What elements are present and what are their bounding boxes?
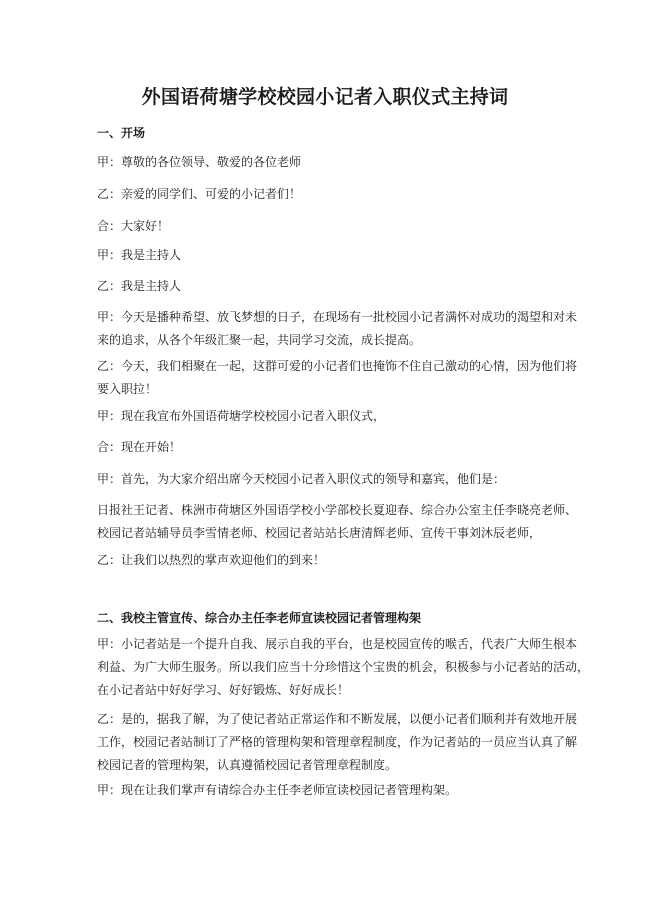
paragraph-line: 甲：今天是播种希望、放飞梦想的日子，在现场有一批校园小记者满怀对成功的渴望和对未 — [97, 310, 578, 324]
paragraph — [97, 244, 559, 267]
paragraph-line: 乙：是的，据我了解，为了使记者站正常运作和不断发展，以便小记者们顺利并有效地开展 — [97, 712, 578, 726]
paragraph — [97, 708, 578, 777]
paragraph-line: 甲：首先，为大家介绍出席今天校园小记者入职仪式的领导和嘉宾，他们是： — [97, 472, 506, 486]
paragraph-line: 甲：我是主持人 — [97, 248, 182, 262]
paragraph — [97, 499, 578, 545]
paragraph — [97, 436, 559, 459]
paragraph — [97, 549, 559, 572]
paragraph-line: 乙：让我们以热烈的掌声欢迎他们的到来！ — [97, 553, 326, 567]
paragraph-line: 甲：尊敬的各位领导、敬爱的各位老师 — [97, 155, 302, 169]
paragraph — [97, 468, 559, 491]
paragraph-line: 工作，校园记者站制订了严格的管理构架和管理章程制度，作为记者站的一员应当认真了解 — [97, 735, 578, 749]
paragraph-line: 乙：我是主持人 — [97, 279, 182, 293]
paragraph-line: 乙：今天，我们相聚在一起，这群可爱的小记者们也掩饰不住自己激动的心情，因为他们将 — [97, 359, 578, 373]
paragraph — [97, 633, 590, 702]
paragraph — [97, 183, 559, 206]
section-heading: 二、我校主管宣传、综合办主任李老师宣读校园记者管理构架 — [97, 611, 422, 625]
paragraph — [97, 405, 559, 428]
paragraph-line: 日报社王记者、株洲市荷塘区外国语学校小学部校长夏迎春、综合办公室主任李晓亮老师、 — [97, 503, 578, 517]
section-heading: 一、开场 — [97, 126, 146, 140]
paragraph-line: 在小记者站中好好学习、好好锻炼、好好成长！ — [97, 683, 350, 697]
paragraph-line: 甲：现在我宣布外国语荷塘学校校园小记者入职仪式， — [97, 409, 386, 423]
paragraph-line: 乙：亲爱的同学们、可爱的小记者们！ — [97, 187, 302, 201]
paragraph — [97, 275, 559, 298]
paragraph-line: 合：大家好！ — [97, 219, 170, 233]
paragraph-line: 甲：现在让我们掌声有请综合办主任李老师宣读校园记者管理构架。 — [97, 783, 458, 797]
page-title: 外国语荷塘学校校园小记者入职仪式主持词 — [141, 86, 509, 108]
paragraph-line: 来的追求，从各个年级汇聚一起，共同学习交流，成长提高。 — [97, 333, 422, 347]
paragraph — [97, 306, 578, 352]
paragraph — [97, 215, 559, 238]
paragraph — [97, 779, 559, 802]
paragraph — [97, 355, 578, 401]
paragraph — [97, 151, 559, 174]
paragraph-line: 校园记者的管理构架，认真遵循校园记者管理章程制度。 — [97, 758, 398, 772]
paragraph-line: 甲：小记者站是一个提升自我、展示自我的平台，也是校园宣传的喉舌，代表广大师生根本 — [97, 637, 578, 651]
paragraph-line: 要入职拉！ — [97, 382, 158, 396]
paragraph-line: 校园记者站辅导员李雪情老师、校园记者站站长唐清辉老师、宣传干事刘沐辰老师， — [97, 526, 542, 540]
paragraph-line: 利益、为广大师生服务。所以我们应当十分珍惜这个宝贵的机会，积极参与小记者站的活动， — [97, 660, 590, 674]
paragraph-line: 合：现在开始！ — [97, 440, 182, 454]
